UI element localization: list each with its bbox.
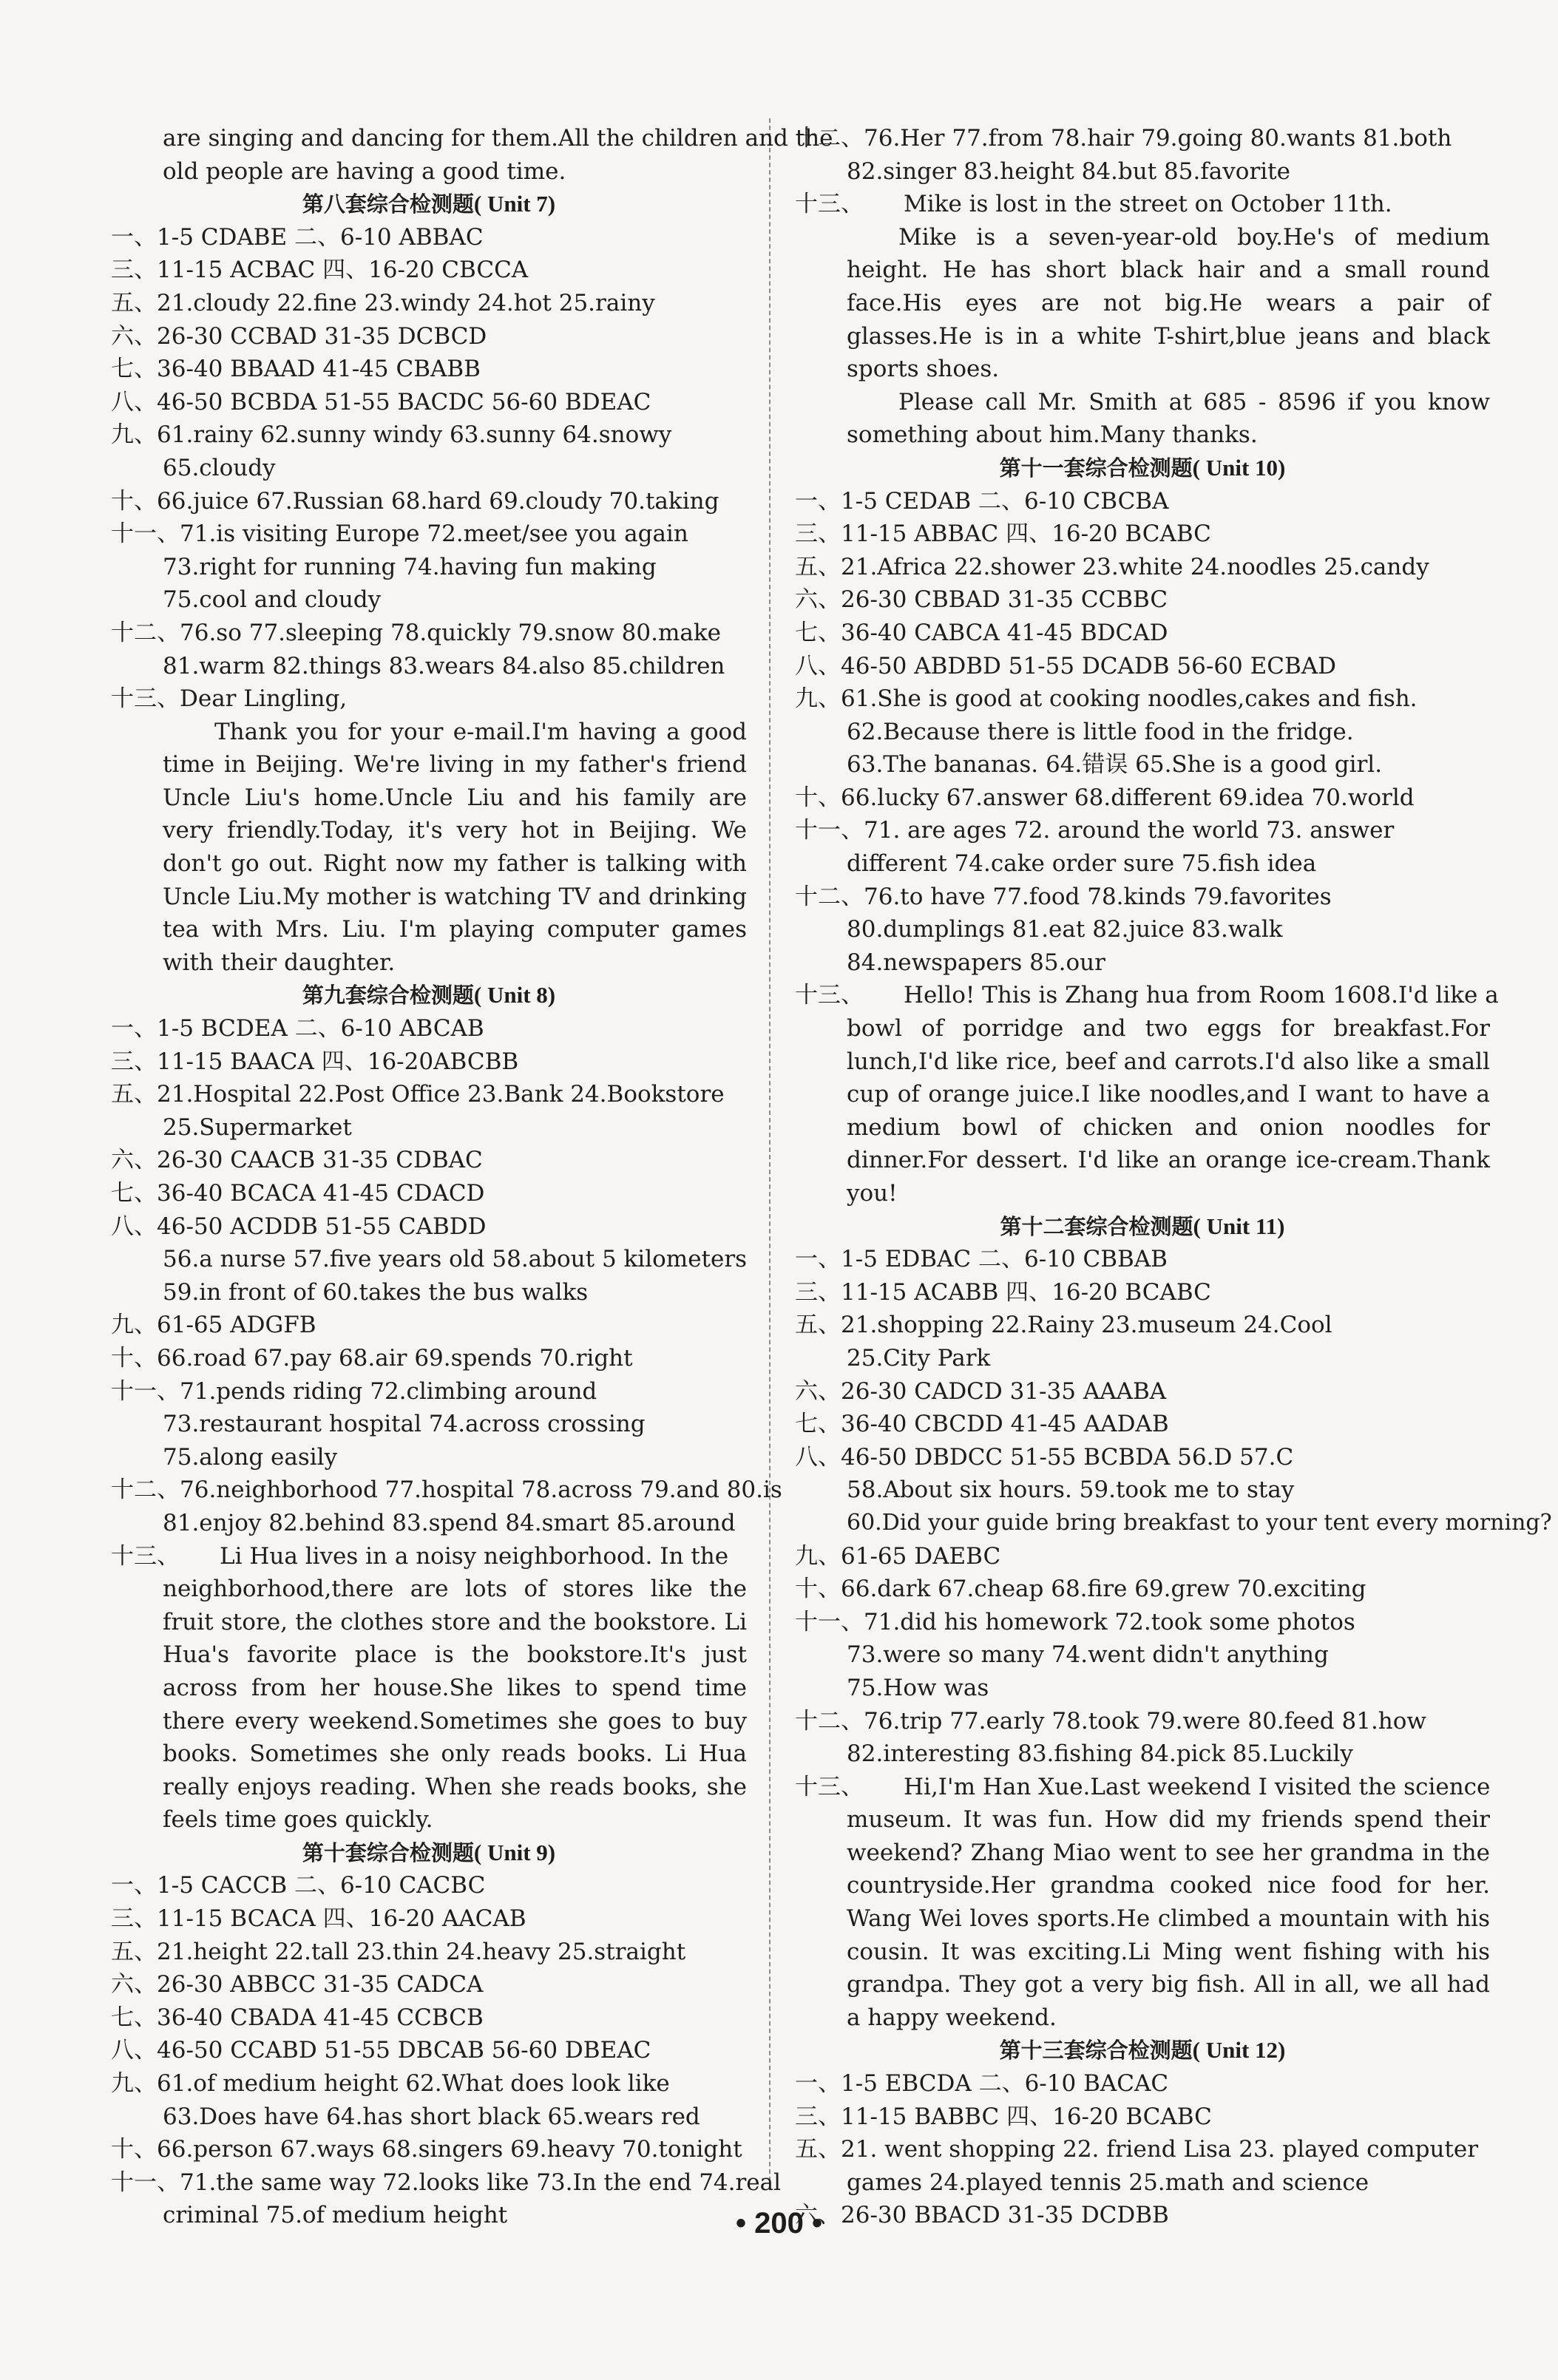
answer-line: 75.along easily xyxy=(163,1443,338,1471)
answer-line: 十二、76.trip 77.early 78.took 79.were 80.feed 81.how xyxy=(795,1707,1426,1735)
answer-line: 63.Does have 64.has short black 65.wears red xyxy=(163,2103,700,2130)
right-column xyxy=(795,122,1552,2232)
answer-line: 三、11-15 BAACA 四、16-20ABCBB xyxy=(111,1048,519,1075)
answer-line: 五、21.Africa 22.shower 23.white 24.noodles 25.candy xyxy=(795,553,1429,580)
answer-line: 十一、71.pends riding 72.climbing around xyxy=(111,1377,597,1405)
answer-line: 80.dumplings 81.eat 82.juice 83.walk xyxy=(847,916,1283,943)
answer-line: 三、11-15 ACABB 四、16-20 BCABC xyxy=(795,1278,1211,1306)
answer-line: 58.About six hours. 59.took me to stay xyxy=(847,1477,1295,1504)
answer-line: 65.cloudy xyxy=(163,454,276,481)
answer-line: 六、26-30 CBBAD 31-35 CCBBC xyxy=(795,586,1168,614)
answer-line: 十、66.lucky 67.answer 68.different 69.idea 70.world xyxy=(795,784,1415,811)
essay-first-line: 十三、 Hi,I'm Han Xue.Last weekend I visited the science xyxy=(795,1773,1491,1800)
answer-line: 60.Did your guide bring breakfast to your tent every morning? xyxy=(847,1509,1552,1536)
answer-line: 七、36-40 BCACA 41-45 CDACD xyxy=(111,1180,485,1207)
answer-line: 三、11-15 ACBAC 四、16-20 CBCCA xyxy=(111,257,529,284)
answer-line: 三、11-15 BCACA 四、16-20 AACAB xyxy=(111,1905,526,1933)
answer-line: 九、61-65 DAEBC xyxy=(795,1542,1001,1570)
answer-line: 三、11-15 BABBC 四、16-20 BCABC xyxy=(795,2103,1212,2130)
section-title-set9: 第九套综合检测题( Unit 8) xyxy=(302,982,556,1008)
answer-line: 十一、71.did his homework 72.took some photos xyxy=(795,1608,1355,1635)
answer-line: 82.interesting 83.fishing 84.pick 85.Luckily xyxy=(847,1740,1353,1768)
answer-line: 六、26-30 BBACD 31-35 DCDBB xyxy=(795,2202,1169,2229)
essay-first-line: 十三、 Mike is lost in the street on October 11th. xyxy=(795,191,1392,218)
answer-line: games 24.played tennis 25.math and science xyxy=(847,2169,1369,2196)
answer-line: 九、61.She is good at cooking noodles,cakes and fish. xyxy=(795,685,1418,713)
section-title-set12: 第十二套综合检测题( Unit 11) xyxy=(1000,1213,1285,1239)
essay-set12: museum. It was fun. How did my friends spend their weekend? Zhang Miao went to see her grandma in the countryside.Her grandma cooked nice food for her. Wang Wei loves sports.He climbed a mountain with his cousin. It was exciting.Li Ming went fishing with his grandpa. They got a very big fish. All in all, we all had a happy weekend. xyxy=(847,1806,1490,2031)
page-number: • 200 • xyxy=(736,2207,822,2240)
answer-line: 七、36-40 BBAAD 41-45 CBABB xyxy=(111,356,481,383)
answer-line: 62.Because there is little food in the fridge. xyxy=(847,718,1354,745)
section-title-set8: 第八套综合检测题( Unit 7) xyxy=(302,191,556,217)
essay-set10: Mike is a seven-year-old boy.He's of medium height. He has short black hair and a small round face.His eyes are not big.He wears a pair of glasses.He is in a white T-shirt,blue jeans and black sports shoes. Please call Mr. Smith at 685 - 8596 if you know something about him.Many thanks. xyxy=(847,223,1490,449)
answers-set11 xyxy=(795,485,1499,1210)
answer-line: 十二、76.neighborhood 77.hospital 78.across 79.and 80.is xyxy=(111,1477,782,1504)
answer-line: 五、21.Hospital 22.Post Office 23.Bank 24.Bookstore xyxy=(111,1081,725,1108)
answer-line: 十、66.dark 67.cheap 68.fire 69.grew 70.exciting xyxy=(795,1576,1366,1603)
answer-line: 84.newspapers 85.our xyxy=(847,949,1105,976)
answer-line: 75.How was xyxy=(847,1674,989,1701)
answer-line: 56.a nurse 57.five years old 58.about 5 kilometers xyxy=(163,1246,748,1273)
answer-line: 九、61.of medium height 62.What does look like xyxy=(111,2070,670,2098)
answer-line: 七、36-40 CBADA 41-45 CCBCB xyxy=(111,2004,484,2031)
answer-line: 九、61-65 ADGFB xyxy=(111,1312,316,1339)
section-title-set10: 第十套综合检测题( Unit 9) xyxy=(302,1839,556,1865)
essay-first-line: 十三、 Li Hua lives in a noisy neighborhood. In the xyxy=(111,1542,729,1570)
answer-line: 六、26-30 CAACB 31-35 CDBAC xyxy=(111,1147,483,1174)
answer-line: 25.City Park xyxy=(847,1344,991,1372)
column-divider xyxy=(769,118,770,2181)
answer-line: 八、46-50 DBDCC 51-55 BCBDA 56.D 57.C xyxy=(795,1443,1294,1471)
answer-line: 一、1-5 EDBAC 二、6-10 CBBAB xyxy=(795,1246,1168,1273)
answer-line: 八、46-50 ABDBD 51-55 DCADB 56-60 ECBAD xyxy=(795,652,1336,679)
answer-line: 十二、76.so 77.sleeping 78.quickly 79.snow 80.make xyxy=(111,619,721,646)
answer-line: different 74.cake order sure 75.fish idea xyxy=(847,850,1317,878)
answer-line: 五、21. went shopping 22. friend Lisa 23. played computer xyxy=(795,2136,1479,2163)
answer-line: 八、46-50 CCABD 51-55 DBCAB 56-60 DBEAC xyxy=(111,2037,651,2064)
answer-line: criminal 75.of medium height xyxy=(163,2202,508,2229)
answer-line: 九、61.rainy 62.sunny windy 63.sunny 64.snowy xyxy=(111,421,672,449)
answers-set9 xyxy=(111,1012,782,1837)
answer-line: 一、1-5 BCDEA 二、6-10 ABCAB xyxy=(111,1015,484,1042)
answer-line: 81.enjoy 82.behind 83.spend 84.smart 85.around xyxy=(163,1509,736,1536)
answer-line: 一、1-5 EBCDA 二、6-10 BACAC xyxy=(795,2070,1169,2098)
answer-line: 十一、71.the same way 72.looks like 73.In the end 74.real xyxy=(111,2169,782,2196)
answer-line: 一、1-5 CEDAB 二、6-10 CBCBA xyxy=(795,487,1169,515)
answer-line: 73.right for running 74.having fun making xyxy=(163,553,657,580)
answer-line: 八、46-50 BCBDA 51-55 BACDC 56-60 BDEAC xyxy=(111,388,651,416)
section-title-set11: 第十一套综合检测题( Unit 10) xyxy=(999,454,1286,481)
answers-set12 xyxy=(795,1243,1552,2034)
answer-line: 一、1-5 CACCB 二、6-10 CACBC xyxy=(111,1872,486,1899)
answer-line: 73.were so many 74.went didn't anything xyxy=(847,1641,1329,1669)
answer-line: 一、1-5 CDABE 二、6-10 ABBAC xyxy=(111,223,484,251)
answer-line: 十、66.person 67.ways 68.singers 69.heavy 70.tonight xyxy=(111,2136,742,2163)
answer-line: 十三、Dear Lingling, xyxy=(111,685,348,713)
answer-line: 十、66.road 67.pay 68.air 69.spends 70.right xyxy=(111,1344,633,1372)
answer-line: 82.singer 83.height 84.but 85.favorite xyxy=(847,157,1290,185)
essay-set9: neighborhood,there are lots of stores like the fruit store, the clothes store and the bookstore. Li Hua's favorite place is the bookstore.It's just across from her house.She likes to spend time there every weekend.Sometimes she goes to buy books. Sometimes she only reads books. Li Hua really enjoys reading. When she reads books, she feels time goes quickly. xyxy=(163,1576,747,1834)
essay-first-line: 十三、 Hello! This is Zhang hua from Room 1608.I'd like a xyxy=(795,982,1499,1009)
essay-set8: Thank you for your e-mail.I'm having a good time in Beijing. We're living in my father's friend Uncle Liu's home.Uncle Liu and his family are very friendly.Today, it's very hot in Beijing. We don't go out. Right now my father is talking with Uncle Liu.My mother is watching TV and drinking tea with Mrs. Liu. I'm playing computer games with their daughter. xyxy=(163,718,747,976)
answer-line: 六、26-30 CCBAD 31-35 DCBCD xyxy=(111,322,487,350)
essay-set11: bowl of porridge and two eggs for breakfast.For lunch,I'd like rice, beef and carrots.I'd also like a small cup of orange juice.I like noodles,and I want to have a medium bowl of chicken and onion noodles for dinner.For dessert. I'd like an orange ice-cream.Thank you! xyxy=(847,1015,1490,1207)
answer-line: 六、26-30 CADCD 31-35 AAABA xyxy=(795,1377,1167,1405)
answer-line: 81.warm 82.things 83.wears 84.also 85.children xyxy=(163,652,725,679)
answer-line: 63.The bananas. 64.错误 65.She is a good girl. xyxy=(847,751,1383,779)
answers-set8 xyxy=(111,221,747,980)
answer-line: 六、26-30 ABBCC 31-35 CADCA xyxy=(111,1971,484,1998)
answer-line: 十二、76.Her 77.from 78.hair 79.going 80.wants 81.both xyxy=(795,125,1452,152)
answer-line: 十二、76.to have 77.food 78.kinds 79.favorites xyxy=(795,883,1332,910)
answer-line: 十一、71. are ages 72. around the world 73. answer xyxy=(795,817,1395,844)
answer-line: 25.Supermarket xyxy=(163,1113,352,1141)
answer-line: 八、46-50 ACDDB 51-55 CABDD xyxy=(111,1213,487,1240)
answer-line: 五、21.cloudy 22.fine 23.windy 24.hot 25.rainy xyxy=(111,289,655,316)
answer-line: 三、11-15 ABBAC 四、16-20 BCABC xyxy=(795,521,1211,548)
answer-line: 七、36-40 CABCA 41-45 BDCAD xyxy=(795,619,1168,646)
answer-line: 七、36-40 CBCDD 41-45 AADAB xyxy=(795,1411,1169,1438)
intro-text: are singing and dancing for them.All the children and the old people are having a good time. xyxy=(163,125,833,185)
answers-set10 xyxy=(111,1869,782,2232)
answer-line: 五、21.height 22.tall 23.thin 24.heavy 25.straight xyxy=(111,1938,686,1965)
answer-line: 73.restaurant hospital 74.across crossing xyxy=(163,1411,646,1438)
answer-line: 十一、71.is visiting Europe 72.meet/see you again xyxy=(111,521,688,548)
section-title-set13: 第十三套综合检测题( Unit 12) xyxy=(999,2037,1286,2064)
answer-line: 59.in front of 60.takes the bus walks xyxy=(163,1278,589,1306)
answer-line: 五、21.shopping 22.Rainy 23.museum 24.Cool xyxy=(795,1312,1332,1339)
answer-line: 十、66.juice 67.Russian 68.hard 69.cloudy 70.taking xyxy=(111,487,719,515)
answer-line: 75.cool and cloudy xyxy=(163,586,382,614)
